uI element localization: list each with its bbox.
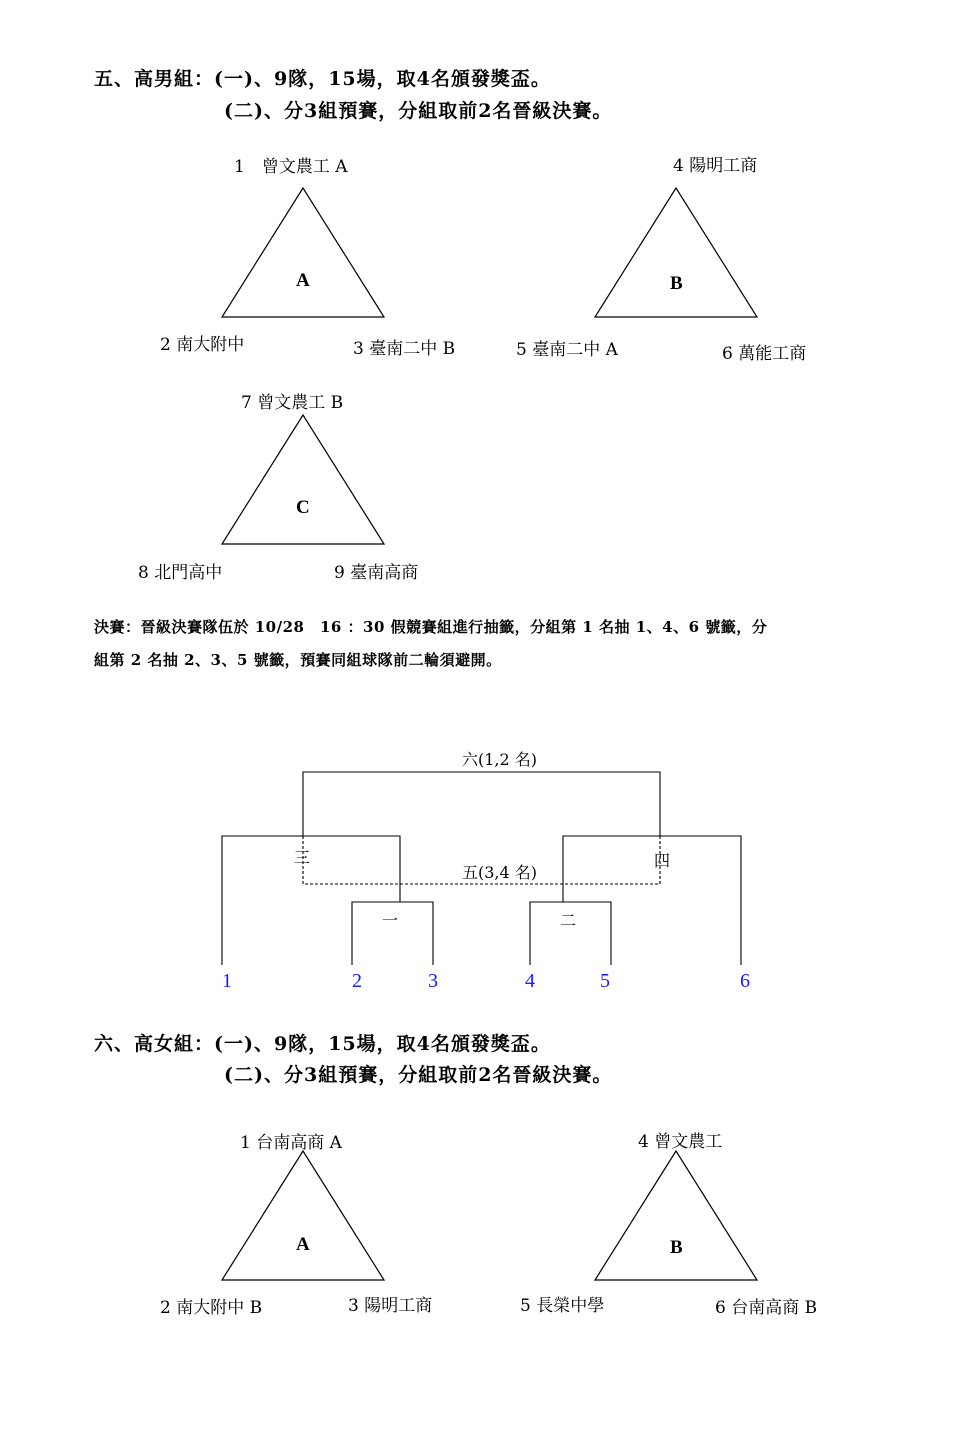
bracket-match-4 [563,836,741,965]
bracket-match-3 [222,836,400,965]
bracket-final [303,772,660,836]
bracket-match-4-label: 四 [654,851,671,870]
girls-group-a-triangle [222,1151,384,1280]
girls-group-b-team-top: 4 曾文農工 [638,1132,723,1152]
boys-group-c-letter: C [296,497,310,518]
boys-group-c-team-top: 7 曾文農工 B [241,393,344,413]
boys-group-b-triangle [595,188,757,317]
boys-group-c-team-right: 9 臺南高商 [334,563,419,583]
bracket-final-label: 六(1,2 名) [462,750,538,769]
girls-heading-2: (二)、分3組預賽，分組取前2名晉級決賽。 [224,1064,613,1086]
boys-group-a-team-left: 2 南大附中 [160,335,245,355]
bracket-seed-6: 6 [740,970,750,992]
girls-group-a-team-left: 2 南大附中 B [160,1298,263,1318]
boys-group-c-team-left: 8 北門高中 [138,563,223,583]
bracket-match-1-label: 一 [382,911,399,930]
boys-group-b-letter: B [670,273,683,294]
boys-group-a-team-top: 1 曾文農工 A [234,157,348,177]
girls-group-b-team-right: 6 台南高商 B [715,1298,818,1318]
boys-group-b-team-top: 4 陽明工商 [673,156,758,176]
bracket-match-2-label: 二 [560,911,577,930]
girls-group-a-letter: A [296,1234,310,1255]
bracket-match-3-label: 三 [294,848,311,867]
boys-group-a-letter: A [296,270,310,291]
bracket-seed-3: 3 [428,970,438,992]
girls-group-a-team-top: 1 台南高商 A [240,1133,342,1153]
girls-group-b-letter: B [670,1237,683,1258]
boys-heading-2: (二)、分3組預賽，分組取前2名晉級決賽。 [224,100,613,122]
girls-group-a-team-right: 3 陽明工商 [348,1296,433,1316]
bracket-seed-5: 5 [600,970,610,992]
bracket-seed-1: 1 [222,970,232,992]
girls-group-b-team-left: 5 長榮中學 [520,1296,605,1316]
boys-group-a-triangle [222,188,384,317]
boys-heading-1: 五、高男組：(一)、9隊，15場，取4名頒發獎盃。 [94,68,551,90]
boys-group-b-team-left: 5 臺南二中 A [516,340,618,360]
boys-group-b-team-right: 6 萬能工商 [722,344,807,364]
bracket-seed-2: 2 [352,970,362,992]
final-note-line-1: 決賽：晉級決賽隊伍於 10/28 16 ：30 假競賽組進行抽籤，分組第 1 名抽 1、4、6 號籤，分 [94,618,768,636]
boys-group-c-triangle [222,415,384,544]
bracket-seed-4: 4 [525,970,535,992]
final-note-line-2: 組第 2 名抽 2、3、5 號籤，預賽同組球隊前二輪須避開。 [94,651,502,669]
girls-group-b-triangle [595,1151,757,1280]
girls-heading-1: 六、高女組：(一)、9隊，15場，取4名頒發獎盃。 [94,1033,551,1055]
boys-group-a-team-right: 3 臺南二中 B [353,339,456,359]
bracket-third-label: 五(3,4 名) [462,863,538,882]
